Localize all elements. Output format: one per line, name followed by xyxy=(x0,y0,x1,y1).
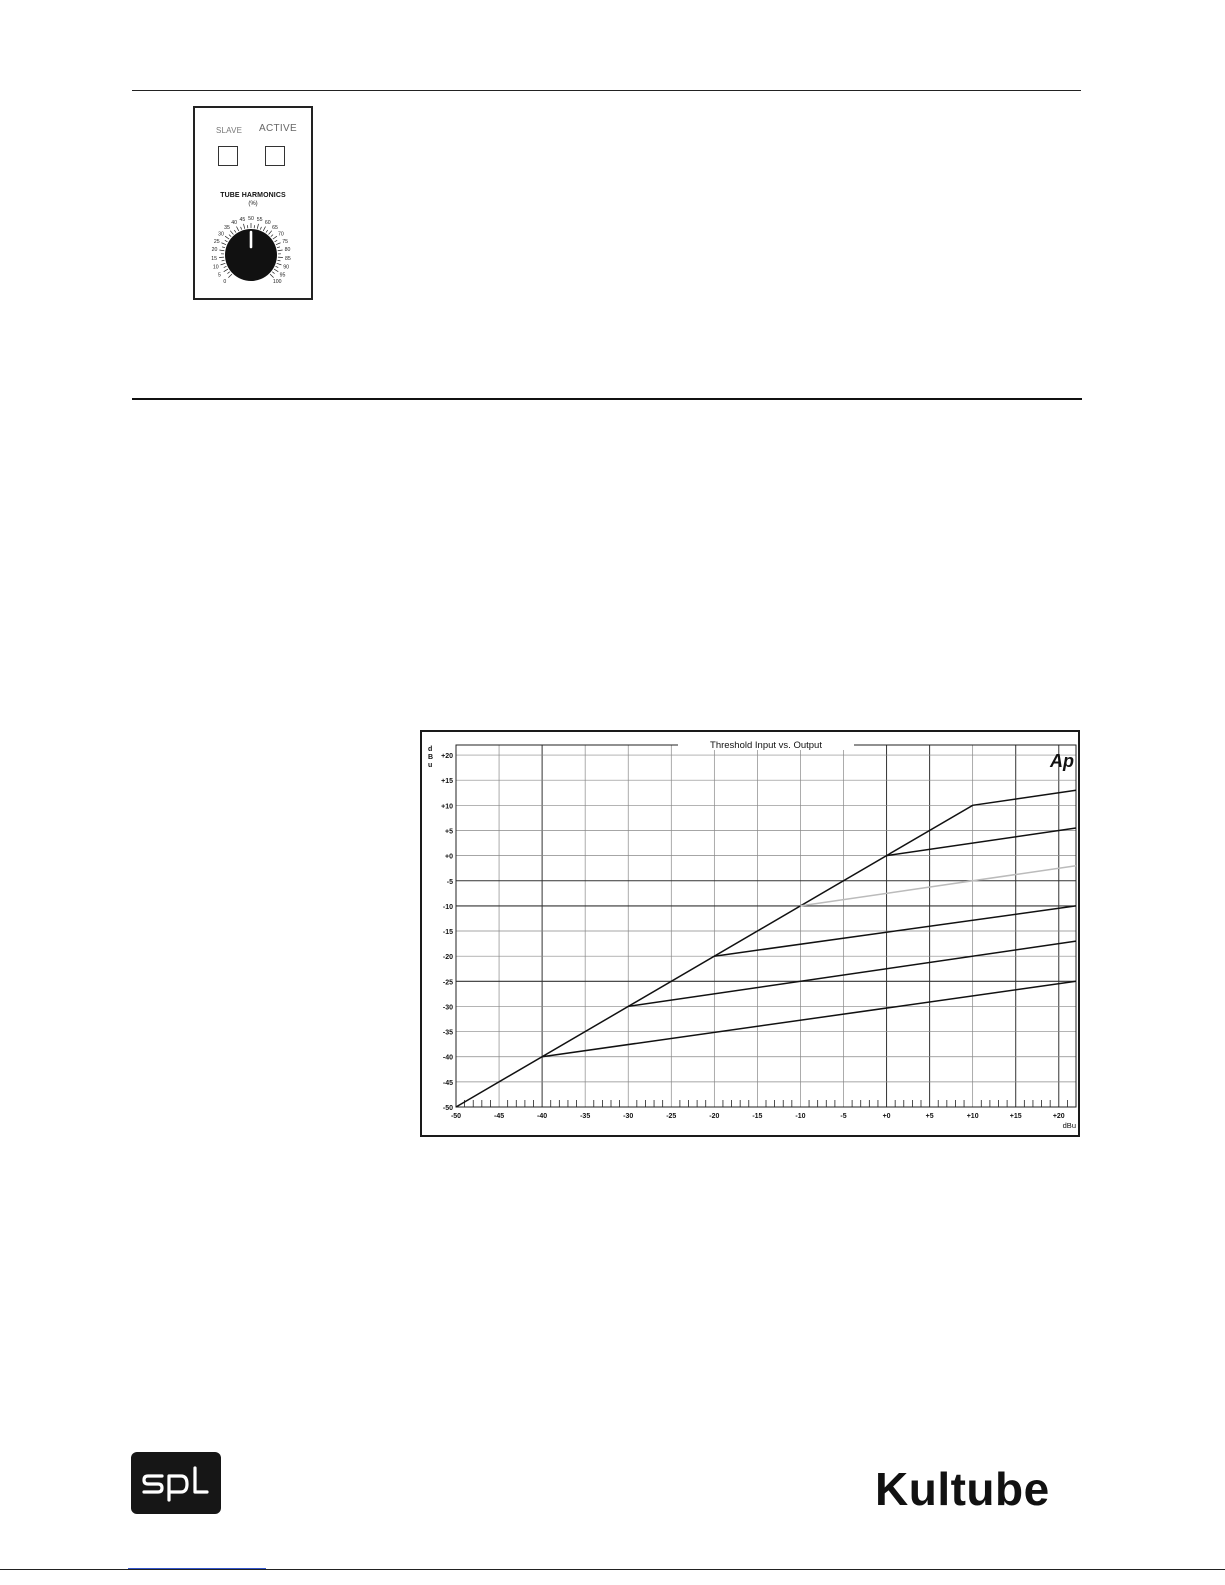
tube-harmonics-knob[interactable] xyxy=(205,206,301,292)
knob-tick xyxy=(221,243,226,245)
threshold-chart xyxy=(420,730,1080,1137)
knob-scale-label: 40 xyxy=(231,220,238,227)
tube-harmonics-label: TUBE HARMONICS xyxy=(220,192,286,199)
knob-tick xyxy=(224,269,228,272)
knob-tick xyxy=(270,274,274,278)
y-tick-label: +10 xyxy=(441,803,453,811)
x-tick-label: +20 xyxy=(1052,1113,1065,1120)
y-tick-label: -40 xyxy=(442,1054,453,1062)
x-tick-label: -20 xyxy=(709,1113,720,1120)
control-panel xyxy=(193,106,313,300)
x-tick-label: -25 xyxy=(666,1113,677,1120)
y-tick-label: +20 xyxy=(441,753,453,761)
section-rule xyxy=(132,398,1082,400)
knob-tick xyxy=(225,236,229,239)
slave-label: SLAVE xyxy=(216,126,243,135)
knob-tick xyxy=(277,247,280,248)
x-tick-label: -15 xyxy=(752,1113,763,1120)
y-tick-label: -15 xyxy=(442,929,453,937)
knob-tick xyxy=(221,263,226,265)
knob-tick xyxy=(276,266,279,267)
x-tick-label: +10 xyxy=(966,1113,979,1120)
knob-scale-label: 35 xyxy=(224,224,230,231)
active-label: ACTIVE xyxy=(259,123,297,134)
knob-scale-label: 85 xyxy=(284,255,291,262)
x-tick-label: -30 xyxy=(623,1113,634,1120)
y-tick-label: -35 xyxy=(442,1029,453,1037)
x-tick-label: -5 xyxy=(840,1113,847,1120)
y-tick-label: -25 xyxy=(442,979,453,987)
y-tick-label: -10 xyxy=(442,903,453,911)
y-tick-label: -5 xyxy=(446,878,453,886)
knob-tick xyxy=(228,274,232,278)
knob-scale-label: 90 xyxy=(283,264,290,271)
y-tick-label: -20 xyxy=(442,954,453,962)
y-tick-label: +5 xyxy=(445,828,453,836)
spl-logo-mark xyxy=(131,1452,221,1514)
knob-scale-label: 5 xyxy=(218,272,221,279)
series-line xyxy=(800,866,1076,906)
y-tick-label: -50 xyxy=(442,1105,453,1112)
knob-scale-label: 0 xyxy=(223,279,227,286)
top-rule xyxy=(132,90,1081,91)
x-tick-label: +15 xyxy=(1009,1113,1022,1120)
knob-tick xyxy=(224,266,227,267)
chart-canvas xyxy=(422,732,1078,1135)
x-tick-label: -45 xyxy=(493,1113,505,1120)
knob-tick xyxy=(277,263,282,265)
knob-tick xyxy=(274,269,278,272)
knob-scale-label: 75 xyxy=(282,238,289,245)
knob-tick xyxy=(266,230,268,232)
knob-tick xyxy=(222,247,225,248)
series-line xyxy=(887,828,1076,856)
x-axis-label: dBu xyxy=(1062,1121,1076,1130)
series-line xyxy=(628,941,1076,1006)
knob-tick xyxy=(278,250,283,251)
knob-tick xyxy=(276,243,281,245)
y-tick-label: +15 xyxy=(441,778,453,786)
knob-scale-label: 95 xyxy=(279,272,286,279)
series-line xyxy=(542,981,1076,1056)
knob-scale-label: 60 xyxy=(264,220,271,227)
knob-tick xyxy=(273,236,277,239)
spl-logo xyxy=(131,1452,221,1514)
knob-scale-label: 10 xyxy=(212,264,219,271)
knob-tick xyxy=(271,235,273,237)
y-tick-label: -45 xyxy=(442,1079,453,1087)
knob-tick xyxy=(263,226,265,230)
knob-tick xyxy=(236,226,238,230)
knob-scale-label: 70 xyxy=(278,231,284,238)
footer-rule xyxy=(0,1569,1225,1570)
x-tick-label: -40 xyxy=(537,1113,548,1120)
knob-tick xyxy=(225,240,228,241)
knob-scale-label: 30 xyxy=(218,231,224,238)
knob-tick xyxy=(230,231,233,235)
knob-tick xyxy=(229,235,231,237)
knob-tick xyxy=(257,224,258,229)
knob-scale-label: 100 xyxy=(272,279,282,286)
knob-tick xyxy=(269,231,272,235)
active-button[interactable] xyxy=(265,146,285,166)
ap-logo: Ap xyxy=(1050,751,1074,771)
knob-tick xyxy=(234,230,236,232)
chart-title: Threshold Input vs. Output xyxy=(710,740,822,751)
knob-tick xyxy=(241,227,242,230)
knob-tick xyxy=(275,240,278,241)
y-tick-label: -30 xyxy=(442,1004,453,1012)
x-tick-label: -50 xyxy=(450,1113,462,1120)
knob-tick xyxy=(260,227,261,230)
knob-scale-label: 65 xyxy=(272,224,278,231)
knob-scale-label: 20 xyxy=(211,247,218,254)
x-tick-label: -10 xyxy=(795,1113,806,1120)
knob-tick xyxy=(272,272,274,274)
knob-tick xyxy=(227,272,229,274)
brand-wordmark: Kultube xyxy=(875,1463,1050,1515)
knob-scale-label: 55 xyxy=(256,217,263,224)
knob-scale-label: 50 xyxy=(248,216,254,222)
knob-scale-label: 45 xyxy=(239,217,246,224)
knob-scale-label: 15 xyxy=(211,255,218,262)
x-tick-label: -35 xyxy=(580,1113,591,1120)
knob-scale-label: 25 xyxy=(213,238,220,245)
x-tick-label: +0 xyxy=(882,1113,891,1120)
knob-tick xyxy=(222,260,225,261)
knob-scale-label: 80 xyxy=(284,247,291,254)
x-tick-label: +5 xyxy=(925,1113,934,1120)
knob-tick xyxy=(277,260,280,261)
y-tick-label: +0 xyxy=(445,853,453,861)
percent-unit-label: (%) xyxy=(248,201,258,207)
knob-tick xyxy=(219,250,224,251)
y-axis-label: d B u xyxy=(428,746,434,769)
slave-button[interactable] xyxy=(218,146,238,166)
knob-tick xyxy=(244,224,245,229)
